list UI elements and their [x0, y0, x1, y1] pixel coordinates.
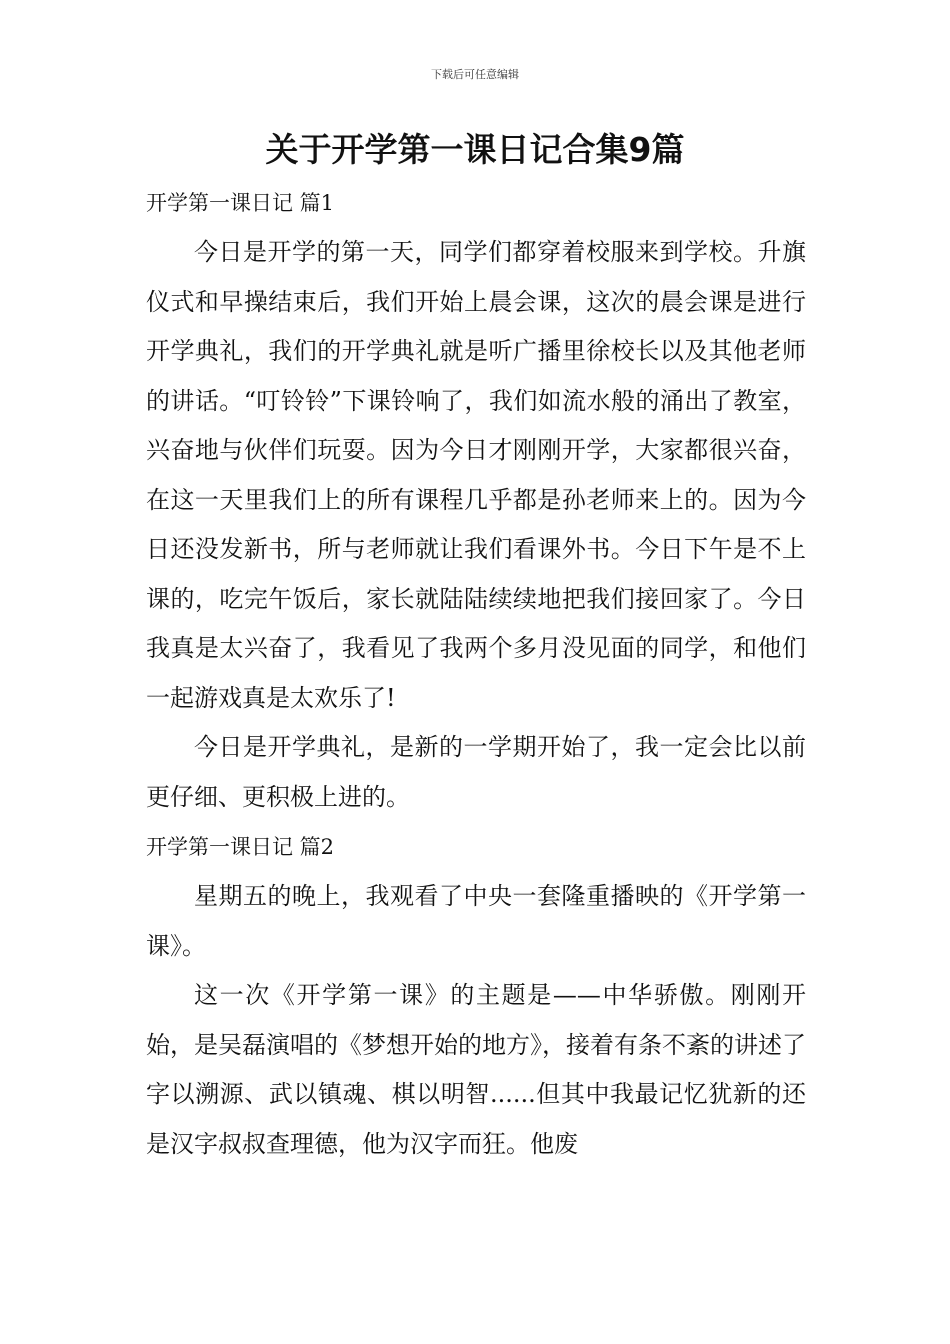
document-body — [146, 178, 806, 1169]
section-2 — [146, 822, 806, 1169]
document-title: 关于开学第一课日记合集9篇 — [265, 130, 685, 169]
paragraph: 这一次《开学第一课》的主题是——中华骄傲。刚刚开始，是吴磊演唱的《梦想开始的地方》，接着有条不紊的讲述了字以溯源、武以镇魂、棋以明智......但其中我最记忆犹新的还是汉字叔叔查理德，他为汉字而狂。他废 — [146, 981, 806, 1158]
section-1 — [146, 178, 806, 822]
header-note: 下载后可任意编辑 — [431, 68, 519, 81]
paragraph: 星期五的晚上，我观看了中央一套隆重播映的《开学第一课》。 — [146, 882, 806, 960]
paragraph: 今日是开学典礼，是新的一学期开始了，我一定会比以前更仔细、更积极上进的。 — [146, 733, 806, 811]
section-heading: 开学第一课日记 篇1 — [146, 191, 335, 215]
paragraph: 今日是开学的第一天，同学们都穿着校服来到学校。升旗仪式和早操结束后，我们开始上晨会课，这次的晨会课是进行开学典礼，我们的开学典礼就是听广播里徐校长以及其他老师的讲话。“叮铃铃”下课铃响了，我们如流水般的涌出了教室，兴奋地与伙伴们玩耍。因为今日才刚刚开学，大家都很兴奋，在这一天里我们上的所有课程几乎都是孙老师来上的。因为今日还没发新书，所与老师就让我们看课外书。今日下午是不上课的，吃完午饭后，家长就陆陆续续地把我们接回家了。今日我真是太兴奋了，我看见了我两个多月没见面的同学，和他们一起游戏真是太欢乐了! — [146, 238, 806, 712]
section-heading: 开学第一课日记 篇2 — [146, 835, 335, 859]
